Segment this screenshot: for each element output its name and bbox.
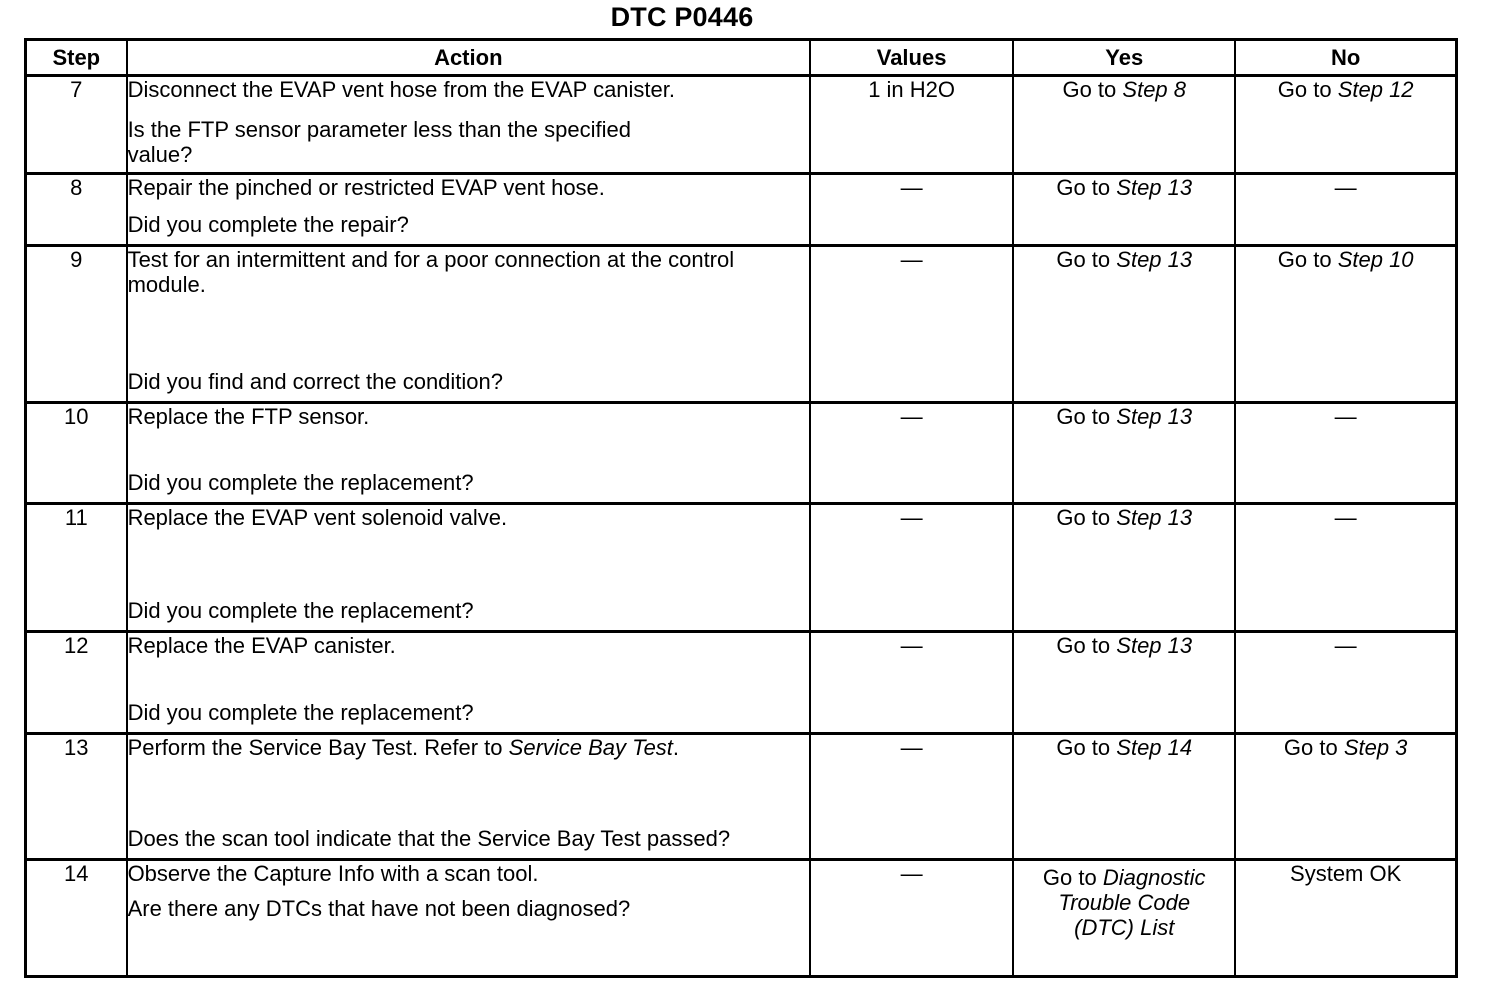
yes-cell — [1013, 632, 1235, 734]
no-cell: — — [1235, 174, 1456, 246]
table-row — [26, 632, 1457, 734]
table-row — [26, 734, 1457, 860]
go-to-label: Go to — [1056, 505, 1111, 530]
go-to-label: Go to — [1042, 865, 1097, 890]
go-to-label: Go to — [1062, 77, 1117, 102]
yes-cell — [1013, 860, 1235, 977]
table-row — [26, 860, 1457, 977]
diagnostic-table — [24, 38, 1458, 978]
go-to-label: Go to — [1056, 175, 1111, 200]
no-link[interactable]: Step 10 — [1337, 247, 1414, 272]
table-row — [26, 246, 1457, 403]
table-row — [26, 174, 1457, 246]
value-cell: — — [810, 246, 1013, 403]
value-cell: — — [810, 632, 1013, 734]
value-cell: — — [810, 174, 1013, 246]
action-cell — [127, 504, 810, 632]
go-to-label: Go to — [1277, 247, 1332, 272]
yes-cell — [1013, 174, 1235, 246]
table-row — [26, 504, 1457, 632]
yes-cell — [1013, 246, 1235, 403]
no-cell: — — [1235, 632, 1456, 734]
column-header-no: No — [1235, 40, 1456, 76]
yes-link[interactable]: Step 13 — [1116, 505, 1193, 530]
action-question: Does the scan tool indicate that the Service Bay Test passed? — [127, 826, 731, 851]
yes-link[interactable]: Step 13 — [1116, 175, 1193, 200]
no-link[interactable]: Step 12 — [1337, 77, 1414, 102]
action-cell — [127, 76, 810, 174]
table-header-row — [26, 40, 1457, 76]
table-row — [26, 403, 1457, 504]
action-instruction: Replace the EVAP vent solenoid valve. — [127, 505, 508, 530]
go-to-label: Go to — [1277, 77, 1332, 102]
step-number: 12 — [26, 632, 127, 734]
step-number: 7 — [26, 76, 127, 174]
column-header-step: Step — [26, 40, 127, 76]
action-question: Are there any DTCs that have not been diagnosed? — [127, 896, 631, 921]
step-number: 9 — [26, 246, 127, 403]
action-cell — [127, 403, 810, 504]
column-header-values: Values — [810, 40, 1013, 76]
step-number: 8 — [26, 174, 127, 246]
action-cell — [127, 860, 810, 977]
value-cell: 1 in H2O — [810, 76, 1013, 174]
yes-cell — [1013, 76, 1235, 174]
no-cell: — — [1235, 403, 1456, 504]
step-number: 14 — [26, 860, 127, 977]
action-cell — [127, 632, 810, 734]
table-row — [26, 76, 1457, 174]
column-header-action: Action — [127, 40, 810, 76]
action-instruction: Observe the Capture Info with a scan tool. — [127, 861, 539, 886]
action-cell — [127, 246, 810, 403]
no-link[interactable]: Step 3 — [1343, 735, 1408, 760]
no-cell — [1235, 246, 1456, 403]
go-to-label: Go to — [1056, 247, 1111, 272]
go-to-label: Go to — [1056, 735, 1111, 760]
yes-cell — [1013, 734, 1235, 860]
action-instruction: Replace the FTP sensor. — [127, 404, 370, 429]
action-instruction: Test for an intermittent and for a poor connection at the control module. — [127, 247, 735, 297]
value-cell: — — [810, 734, 1013, 860]
action-cell — [127, 734, 810, 860]
no-cell — [1235, 76, 1456, 174]
action-instruction: Replace the EVAP canister. — [127, 633, 396, 658]
no-cell: System OK — [1235, 860, 1456, 977]
no-cell — [1235, 734, 1456, 860]
action-question: Did you complete the repair? — [127, 212, 409, 237]
yes-link[interactable]: Diagnostic Trouble Code (DTC) List — [1058, 865, 1206, 940]
value-cell: — — [810, 403, 1013, 504]
value-cell: — — [810, 504, 1013, 632]
yes-cell — [1013, 504, 1235, 632]
no-cell: — — [1235, 504, 1456, 632]
yes-link[interactable]: Step 14 — [1116, 735, 1193, 760]
action-question: Did you find and correct the condition? — [127, 369, 504, 394]
page-title: DTC P0446 — [610, 2, 754, 32]
action-question: Did you complete the replacement? — [127, 598, 474, 623]
yes-cell — [1013, 403, 1235, 504]
column-header-yes: Yes — [1013, 40, 1235, 76]
go-to-label: Go to — [1056, 404, 1111, 429]
yes-link[interactable]: Step 13 — [1116, 404, 1193, 429]
action-instruction: Disconnect the EVAP vent hose from the EVAP canister. — [127, 77, 676, 102]
yes-link[interactable]: Step 13 — [1116, 633, 1193, 658]
action-cell — [127, 174, 810, 246]
action-question: Did you complete the replacement? — [127, 470, 474, 495]
yes-link[interactable]: Step 13 — [1116, 247, 1193, 272]
service-bay-test-link[interactable]: Service Bay Test — [508, 735, 673, 760]
value-cell: — — [810, 860, 1013, 977]
go-to-label: Go to — [1056, 633, 1111, 658]
step-number: 10 — [26, 403, 127, 504]
action-instruction: Repair the pinched or restricted EVAP vent hose. — [127, 175, 605, 200]
yes-link[interactable]: Step 8 — [1122, 77, 1187, 102]
go-to-label: Go to — [1283, 735, 1338, 760]
step-number: 11 — [26, 504, 127, 632]
action-instruction: Perform the Service Bay Test. Refer to Service Bay Test. — [127, 735, 680, 760]
action-question: Did you complete the replacement? — [127, 700, 474, 725]
action-question: Is the FTP sensor parameter less than the specified value? — [127, 117, 631, 167]
step-number: 13 — [26, 734, 127, 860]
